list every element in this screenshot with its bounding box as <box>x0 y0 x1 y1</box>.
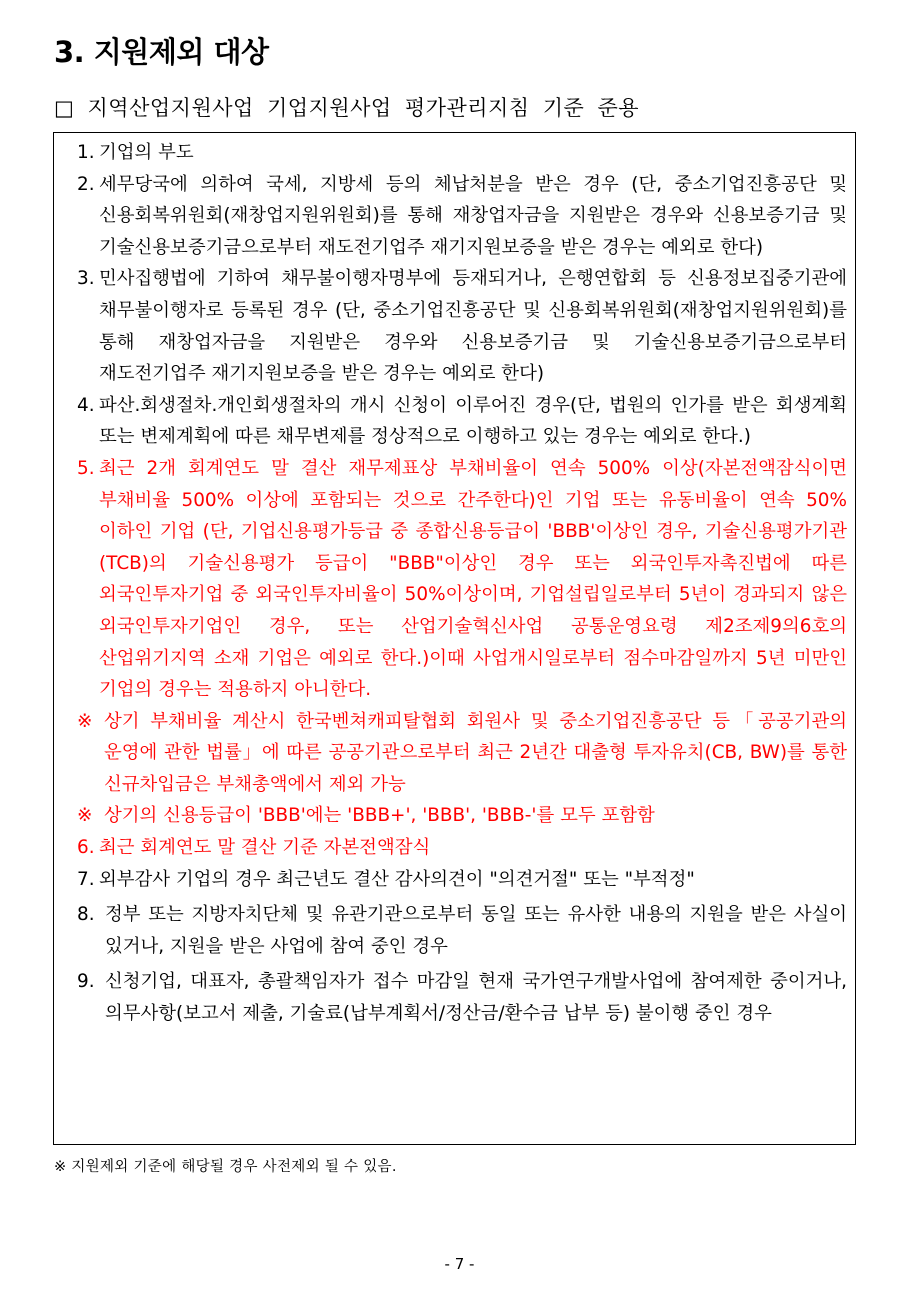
item-number: 3. <box>77 268 95 290</box>
item-text: 최근 2개 회계연도 말 결산 재무제표상 부채비율이 연속 500% 이상(자본전액잠식이면 부채비율 500% 이상에 포함되는 것으로 간주한다)인 기업 또는 유동비율이 연속 50% 이하인 기업 (단, 기업신용평가등급 중 종합신용등급이 'BBB'이상인 경우, 기술신용평가기관(TCB)의 기술신용평가 등급이 "BBB"이상인 경우 또는 외국인투자촉진법에 따른 외국인투자기업 중 외국인투자비율이 50%이상이며, 기업설립일로부터 5년이 경과되지 않은 외국인투자기업인 경우, 또는 산업기술혁신사업 공통운영요령 제2조제9의6호의 산업위기지역 소재 기업은 예외로 한다.)이때 사업개시일로부터 점수마감일까지 5년 미만인 기업의 경우는 적용하지 아니한다. <box>99 457 847 701</box>
list-item <box>77 800 847 832</box>
item-text: 최근 회계연도 말 결산 기준 자본전액잠식 <box>99 837 431 859</box>
list-item <box>77 899 847 962</box>
item-number: ※ <box>77 710 93 732</box>
item-number: 1. <box>77 142 95 163</box>
item-text: 신청기업, 대표자, 총괄책임자가 접수 마감일 현재 국가연구개발사업에 참여제한 중이거나, 의무사항(보고서 제출, 기술료(납부계획서/정산금/환수금 납부 등) 불이행 중인 경우 <box>105 971 847 1025</box>
item-number: 7. <box>77 868 95 890</box>
item-text: 상기의 신용등급이 'BBB'에는 'BBB+', 'BBB', 'BBB-'를 모두 포함함 <box>104 805 655 827</box>
item-text: 민사집행법에 기하여 채무불이행자명부에 등재되거나, 은행연합회 등 신용정보집중기관에 채무불이행자로 등록된 경우 (단, 중소기업진흥공단 및 신용회복위원회(재창업지원위원회)를 통해 재창업자금을 지원받은 경우와 신용보증기금 및 기술신용보증기금으로부터 재도전기업주 재기지원보증을 받은 경우는 예외로 한다) <box>99 268 847 385</box>
item-text: 외부감사 기업의 경우 최근년도 결산 감사의견이 "의견거절" 또는 "부적정" <box>99 868 695 890</box>
item-number: 2. <box>77 173 95 195</box>
list-item <box>77 390 847 453</box>
item-text: 상기 부채비율 계산시 한국벤쳐캐피탈협회 회원사 및 중소기업진흥공단 등「공공기관의 운영에 관한 법률」에 따른 공공기관으로부터 최근 2년간 대출형 투자유치(CB, BW)를 통한 신규차입금은 부채총액에서 제외 가능 <box>104 710 847 795</box>
list-item <box>77 169 847 264</box>
item-number: 6. <box>77 837 95 859</box>
page-number: - 7 - <box>444 1255 475 1273</box>
item-text: 기업의 부도 <box>99 142 194 163</box>
criteria-list <box>77 137 847 1030</box>
footnote: ※ 지원제외 기준에 해당될 경우 사전제외 될 수 있음. <box>54 1159 397 1175</box>
subtitle: □ 지역산업지원사업 기업지원사업 평가관리지침 기준 준용 <box>54 96 640 120</box>
item-number: 8. <box>77 904 95 926</box>
item-number: 5. <box>77 457 95 479</box>
list-item <box>77 137 847 169</box>
list-item <box>77 832 847 864</box>
list-item <box>77 864 847 896</box>
list-item <box>77 263 847 389</box>
item-text: 정부 또는 지방자치단체 및 유관기관으로부터 동일 또는 유사한 내용의 지원을 받은 사실이 있거나, 지원을 받은 사업에 참여 중인 경우 <box>105 904 847 957</box>
item-number: 9. <box>77 971 95 993</box>
item-number: 4. <box>77 394 95 416</box>
criteria-box <box>53 132 856 1145</box>
item-text: 세무당국에 의하여 국세, 지방세 등의 체납처분을 받은 경우 (단, 중소기업진흥공단 및 신용회복위원회(재창업지원위원회)를 통해 재창업자금을 지원받은 경우와 신용보증기금 및 기술신용보증기금으로부터 재도전기업주 재기지원보증을 받은 경우는 예외로 한다) <box>99 173 847 258</box>
item-number: ※ <box>77 805 93 827</box>
list-item <box>77 453 847 706</box>
item-text: 파산.회생절차.개인회생절차의 개시 신청이 이루어진 경우(단, 법원의 인가를 받은 회생계획 또는 변제계획에 따른 채무변제를 정상적으로 이행하고 있는 경우는 예외로 한다.) <box>99 394 847 448</box>
list-item <box>77 966 847 1029</box>
section-title: 3. 지원제외 대상 <box>54 35 269 69</box>
list-item <box>77 706 847 801</box>
